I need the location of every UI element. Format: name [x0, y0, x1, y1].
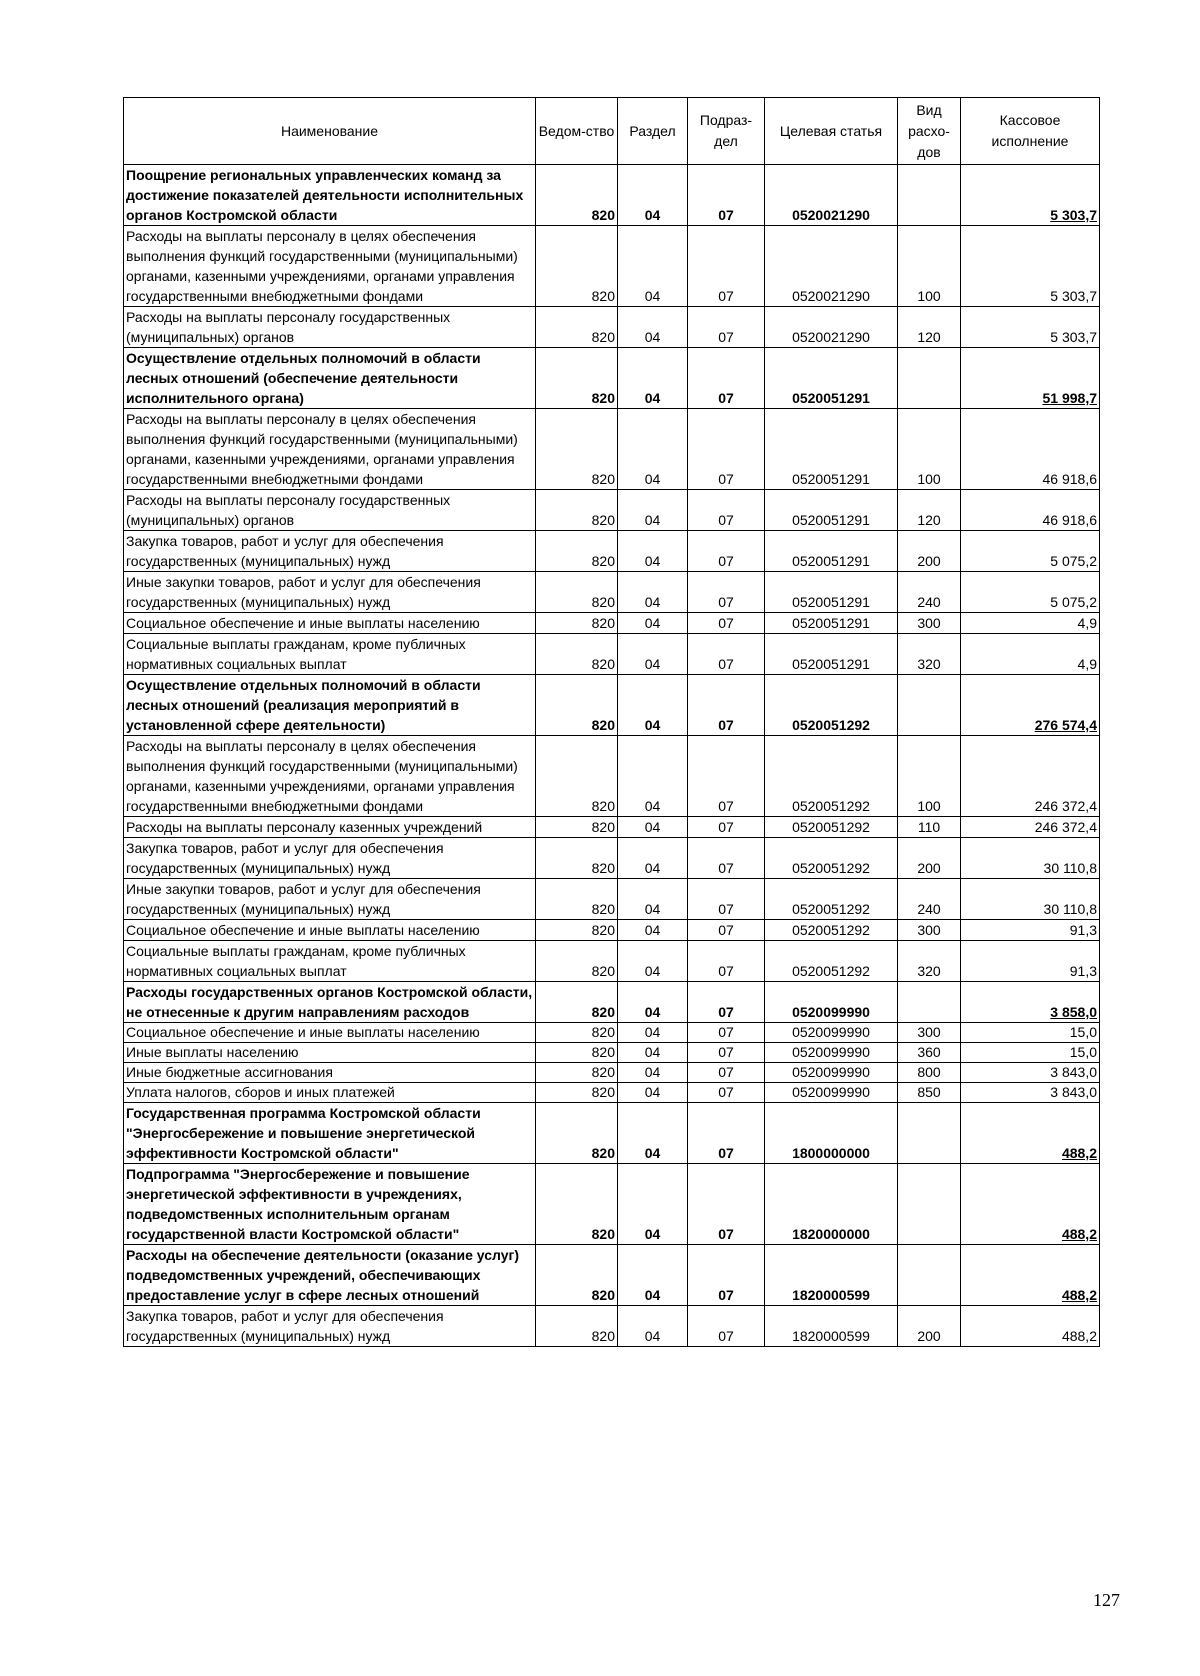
row-kind [898, 1245, 961, 1306]
row-target: 0520051292 [765, 879, 898, 920]
row-dept: 820 [536, 165, 618, 226]
table-row [124, 1103, 1100, 1164]
row-section: 04 [618, 165, 688, 226]
row-subsection: 07 [688, 736, 765, 817]
row-target: 0520051291 [765, 490, 898, 531]
row-dept: 820 [536, 1103, 618, 1164]
row-kind: 300 [898, 920, 961, 941]
row-section: 04 [618, 226, 688, 307]
row-amount: 46 918,6 [961, 490, 1100, 531]
row-name: Иные закупки товаров, работ и услуг для обеспечения государственных (муниципальных) нужд [124, 879, 536, 920]
row-section: 04 [618, 675, 688, 736]
row-dept: 820 [536, 409, 618, 490]
row-subsection: 07 [688, 1043, 765, 1063]
row-section: 04 [618, 1164, 688, 1245]
table-row [124, 920, 1100, 941]
row-target: 0520021290 [765, 165, 898, 226]
table-row [124, 675, 1100, 736]
row-name: Иные закупки товаров, работ и услуг для обеспечения государственных (муниципальных) нужд [124, 572, 536, 613]
row-kind: 100 [898, 226, 961, 307]
row-amount: 5 075,2 [961, 572, 1100, 613]
row-name: Расходы на обеспечение деятельности (оказание услуг) подведомственных учреждений, обеспечивающих предоставление услуг в сфере лесных отношений [124, 1245, 536, 1306]
row-subsection: 07 [688, 982, 765, 1023]
row-section: 04 [618, 920, 688, 941]
row-name: Государственная программа Костромской области "Энергосбережение и повышение энергетической эффективности Костромской области" [124, 1103, 536, 1164]
row-dept: 820 [536, 817, 618, 838]
row-name: Расходы государственных органов Костромской области, не отнесенные к другим направлениям расходов [124, 982, 536, 1023]
table-row [124, 1043, 1100, 1063]
row-target: 0520051291 [765, 531, 898, 572]
row-dept: 820 [536, 1083, 618, 1103]
row-name: Социальное обеспечение и иные выплаты населению [124, 920, 536, 941]
row-name: Расходы на выплаты персоналу государственных (муниципальных) органов [124, 490, 536, 531]
row-section: 04 [618, 982, 688, 1023]
row-subsection: 07 [688, 879, 765, 920]
row-kind: 850 [898, 1083, 961, 1103]
row-section: 04 [618, 348, 688, 409]
row-name: Закупка товаров, работ и услуг для обеспечения государственных (муниципальных) нужд [124, 531, 536, 572]
row-kind: 240 [898, 879, 961, 920]
row-section: 04 [618, 1083, 688, 1103]
row-subsection: 07 [688, 572, 765, 613]
table-row [124, 490, 1100, 531]
row-subsection: 07 [688, 1164, 765, 1245]
row-section: 04 [618, 613, 688, 634]
row-amount: 5 303,7 [961, 226, 1100, 307]
row-kind [898, 1164, 961, 1245]
row-kind: 300 [898, 1023, 961, 1043]
row-name: Расходы на выплаты персоналу государственных (муниципальных) органов [124, 307, 536, 348]
row-kind: 320 [898, 634, 961, 675]
header-kind: Вид расхо-дов [898, 98, 961, 165]
row-kind: 100 [898, 736, 961, 817]
row-name: Подпрограмма "Энергосбережение и повышение энергетической эффективности в учреждениях, подведомственных исполнительным органам государственной власти Костромской области" [124, 1164, 536, 1245]
row-target: 0520021290 [765, 226, 898, 307]
table-row [124, 1023, 1100, 1043]
row-target: 1820000599 [765, 1245, 898, 1306]
row-target: 0520051292 [765, 941, 898, 982]
row-kind: 200 [898, 838, 961, 879]
row-section: 04 [618, 1063, 688, 1083]
row-dept: 820 [536, 226, 618, 307]
row-target: 1820000599 [765, 1306, 898, 1347]
row-name: Иные бюджетные ассигнования [124, 1063, 536, 1083]
table-row [124, 165, 1100, 226]
row-dept: 820 [536, 982, 618, 1023]
row-kind: 200 [898, 1306, 961, 1347]
row-target: 0520021290 [765, 307, 898, 348]
header-target: Целевая статья [765, 98, 898, 165]
row-amount: 5 303,7 [961, 165, 1100, 226]
row-target: 0520099990 [765, 982, 898, 1023]
row-subsection: 07 [688, 226, 765, 307]
row-subsection: 07 [688, 838, 765, 879]
row-subsection: 07 [688, 1306, 765, 1347]
row-subsection: 07 [688, 613, 765, 634]
row-section: 04 [618, 736, 688, 817]
row-dept: 820 [536, 572, 618, 613]
row-target: 0520051292 [765, 675, 898, 736]
row-section: 04 [618, 838, 688, 879]
row-kind: 800 [898, 1063, 961, 1083]
row-kind: 100 [898, 409, 961, 490]
row-amount: 3 858,0 [961, 982, 1100, 1023]
row-subsection: 07 [688, 531, 765, 572]
row-target: 0520051291 [765, 634, 898, 675]
row-subsection: 07 [688, 1023, 765, 1043]
row-amount: 4,9 [961, 634, 1100, 675]
row-amount: 51 998,7 [961, 348, 1100, 409]
row-dept: 820 [536, 307, 618, 348]
row-target: 0520051292 [765, 736, 898, 817]
row-amount: 30 110,8 [961, 879, 1100, 920]
row-kind [898, 165, 961, 226]
row-amount: 488,2 [961, 1306, 1100, 1347]
row-dept: 820 [536, 941, 618, 982]
row-amount: 488,2 [961, 1245, 1100, 1306]
table-row [124, 613, 1100, 634]
row-subsection: 07 [688, 675, 765, 736]
row-dept: 820 [536, 920, 618, 941]
row-subsection: 07 [688, 307, 765, 348]
row-subsection: 07 [688, 941, 765, 982]
header-amount: Кассовое исполнение [961, 98, 1100, 165]
row-kind [898, 1103, 961, 1164]
row-amount: 3 843,0 [961, 1063, 1100, 1083]
row-target: 1820000000 [765, 1164, 898, 1245]
header-section: Раздел [618, 98, 688, 165]
row-amount: 5 075,2 [961, 531, 1100, 572]
row-target: 0520051292 [765, 817, 898, 838]
row-subsection: 07 [688, 920, 765, 941]
row-section: 04 [618, 1245, 688, 1306]
header-dept: Ведом-ство [536, 98, 618, 165]
table-row [124, 1083, 1100, 1103]
row-kind: 300 [898, 613, 961, 634]
row-target: 0520099990 [765, 1043, 898, 1063]
table-row [124, 634, 1100, 675]
row-dept: 820 [536, 634, 618, 675]
table-row [124, 531, 1100, 572]
table-row [124, 736, 1100, 817]
row-amount: 15,0 [961, 1023, 1100, 1043]
row-kind [898, 982, 961, 1023]
row-section: 04 [618, 490, 688, 531]
row-section: 04 [618, 307, 688, 348]
row-section: 04 [618, 409, 688, 490]
row-kind: 120 [898, 307, 961, 348]
row-dept: 820 [536, 613, 618, 634]
row-dept: 820 [536, 736, 618, 817]
row-subsection: 07 [688, 1063, 765, 1083]
table-row [124, 572, 1100, 613]
row-section: 04 [618, 1043, 688, 1063]
table-row [124, 409, 1100, 490]
row-name: Социальные выплаты гражданам, кроме публичных нормативных социальных выплат [124, 634, 536, 675]
row-section: 04 [618, 879, 688, 920]
row-target: 0520051291 [765, 348, 898, 409]
row-amount: 246 372,4 [961, 817, 1100, 838]
row-amount: 488,2 [961, 1164, 1100, 1245]
table-row [124, 982, 1100, 1023]
row-name: Социальное обеспечение и иные выплаты населению [124, 1023, 536, 1043]
row-name: Уплата налогов, сборов и иных платежей [124, 1083, 536, 1103]
row-target: 0520051291 [765, 409, 898, 490]
row-amount: 488,2 [961, 1103, 1100, 1164]
table-row [124, 226, 1100, 307]
row-target: 0520099990 [765, 1023, 898, 1043]
row-name: Закупка товаров, работ и услуг для обеспечения государственных (муниципальных) нужд [124, 838, 536, 879]
table-row [124, 817, 1100, 838]
row-amount: 276 574,4 [961, 675, 1100, 736]
table-row [124, 941, 1100, 982]
row-name: Расходы на выплаты персоналу в целях обеспечения выполнения функций государственными (муниципальными) органами, казенными учреждениями, органами управления государственными внебюджетными фондами [124, 409, 536, 490]
header-name: Наименование [124, 98, 536, 165]
page-number: 127 [1093, 1590, 1120, 1610]
row-amount: 5 303,7 [961, 307, 1100, 348]
row-subsection: 07 [688, 348, 765, 409]
row-kind: 200 [898, 531, 961, 572]
row-target: 0520051291 [765, 572, 898, 613]
row-dept: 820 [536, 1164, 618, 1245]
table-row [124, 348, 1100, 409]
row-kind: 110 [898, 817, 961, 838]
row-dept: 820 [536, 838, 618, 879]
budget-table [123, 97, 1100, 1347]
row-kind: 360 [898, 1043, 961, 1063]
row-dept: 820 [536, 675, 618, 736]
row-subsection: 07 [688, 1103, 765, 1164]
row-dept: 820 [536, 879, 618, 920]
row-name: Социальные выплаты гражданам, кроме публичных нормативных социальных выплат [124, 941, 536, 982]
row-section: 04 [618, 1306, 688, 1347]
row-name: Социальное обеспечение и иные выплаты населению [124, 613, 536, 634]
row-kind [898, 675, 961, 736]
row-name: Расходы на выплаты персоналу казенных учреждений [124, 817, 536, 838]
row-name: Осуществление отдельных полномочий в области лесных отношений (реализация мероприятий в установленной сфере деятельности) [124, 675, 536, 736]
table-row [124, 1306, 1100, 1347]
row-target: 0520051292 [765, 920, 898, 941]
row-section: 04 [618, 941, 688, 982]
row-name: Иные выплаты населению [124, 1043, 536, 1063]
row-target: 1800000000 [765, 1103, 898, 1164]
row-subsection: 07 [688, 817, 765, 838]
row-subsection: 07 [688, 165, 765, 226]
row-amount: 30 110,8 [961, 838, 1100, 879]
row-dept: 820 [536, 1043, 618, 1063]
table-row [124, 1164, 1100, 1245]
table-row [124, 1063, 1100, 1083]
row-subsection: 07 [688, 409, 765, 490]
header-row [124, 98, 1100, 165]
row-subsection: 07 [688, 634, 765, 675]
row-name: Осуществление отдельных полномочий в области лесных отношений (обеспечение деятельности исполнительного органа) [124, 348, 536, 409]
budget-sheet [123, 97, 1099, 1347]
row-target: 0520051291 [765, 613, 898, 634]
row-amount: 4,9 [961, 613, 1100, 634]
row-dept: 820 [536, 1023, 618, 1043]
row-dept: 820 [536, 490, 618, 531]
row-amount: 46 918,6 [961, 409, 1100, 490]
row-amount: 246 372,4 [961, 736, 1100, 817]
table-row [124, 1245, 1100, 1306]
row-subsection: 07 [688, 490, 765, 531]
row-target: 0520099990 [765, 1083, 898, 1103]
table-row [124, 307, 1100, 348]
row-dept: 820 [536, 1245, 618, 1306]
row-dept: 820 [536, 348, 618, 409]
header-subsection: Подраз-дел [688, 98, 765, 165]
row-amount: 3 843,0 [961, 1083, 1100, 1103]
row-dept: 820 [536, 1306, 618, 1347]
row-kind: 120 [898, 490, 961, 531]
row-section: 04 [618, 817, 688, 838]
row-section: 04 [618, 1103, 688, 1164]
row-subsection: 07 [688, 1083, 765, 1103]
row-dept: 820 [536, 1063, 618, 1083]
row-amount: 15,0 [961, 1043, 1100, 1063]
row-amount: 91,3 [961, 920, 1100, 941]
table-row [124, 879, 1100, 920]
row-subsection: 07 [688, 1245, 765, 1306]
row-dept: 820 [536, 531, 618, 572]
row-section: 04 [618, 531, 688, 572]
row-section: 04 [618, 1023, 688, 1043]
row-kind: 320 [898, 941, 961, 982]
row-section: 04 [618, 572, 688, 613]
row-kind [898, 348, 961, 409]
row-target: 0520051292 [765, 838, 898, 879]
row-name: Закупка товаров, работ и услуг для обеспечения государственных (муниципальных) нужд [124, 1306, 536, 1347]
row-name: Поощрение региональных управленческих команд за достижение показателей деятельности исполнительных органов Костромской области [124, 165, 536, 226]
table-row [124, 838, 1100, 879]
row-section: 04 [618, 634, 688, 675]
row-kind: 240 [898, 572, 961, 613]
row-name: Расходы на выплаты персоналу в целях обеспечения выполнения функций государственными (муниципальными) органами, казенными учреждениями, органами управления государственными внебюджетными фондами [124, 736, 536, 817]
row-name: Расходы на выплаты персоналу в целях обеспечения выполнения функций государственными (муниципальными) органами, казенными учреждениями, органами управления государственными внебюджетными фондами [124, 226, 536, 307]
row-target: 0520099990 [765, 1063, 898, 1083]
row-amount: 91,3 [961, 941, 1100, 982]
